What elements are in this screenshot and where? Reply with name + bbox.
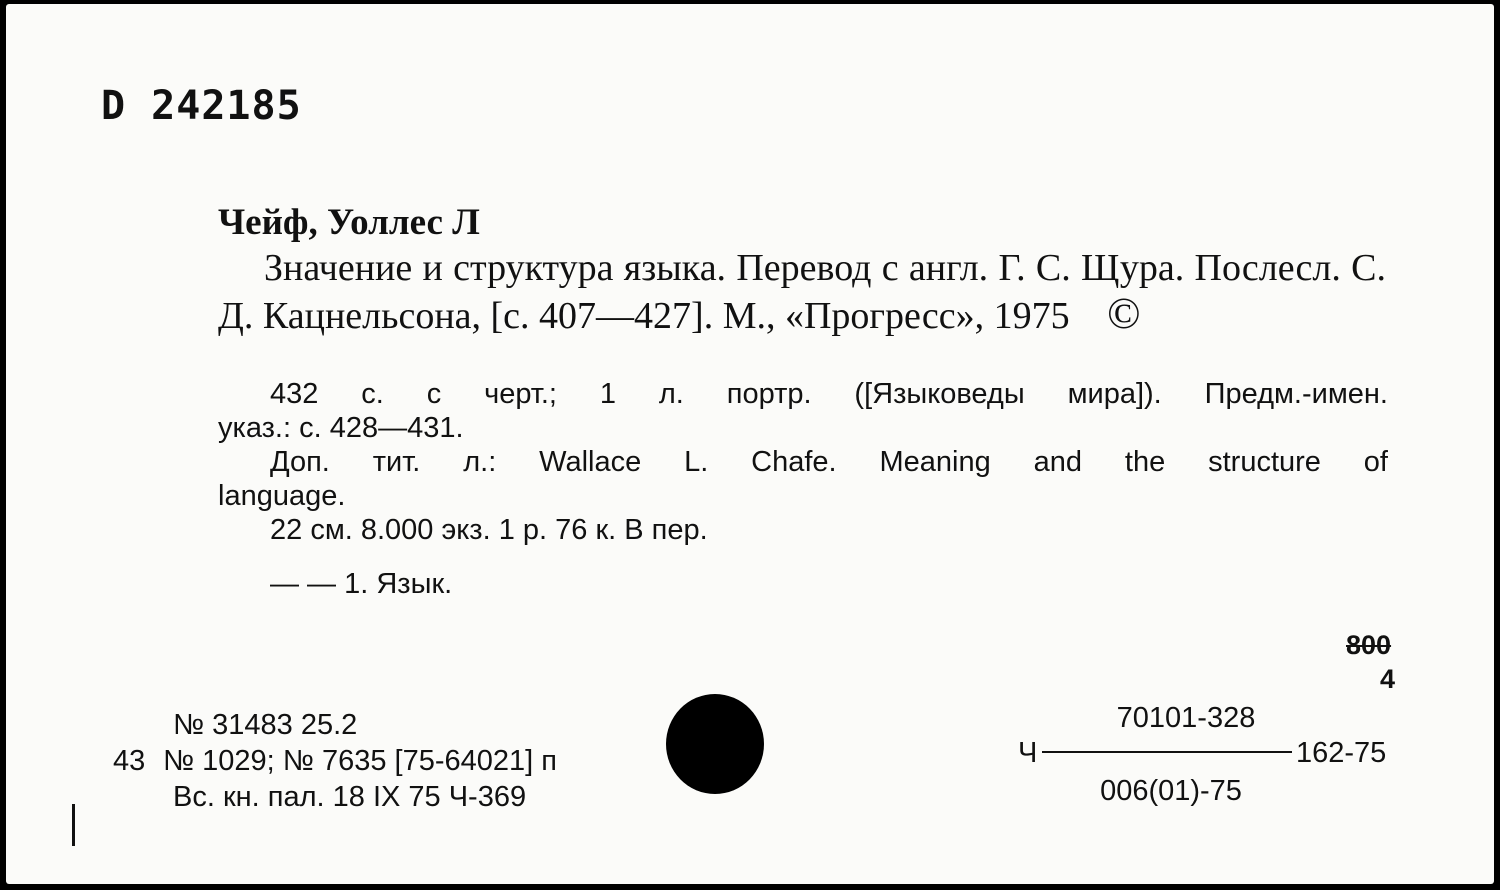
record-block xyxy=(101,707,557,815)
catalog-card xyxy=(6,4,1494,884)
copyright-icon: © xyxy=(1107,289,1141,338)
added-title-line-1: Доп. тит. л.: Wallace L. Chafe. Meaning and the structure of xyxy=(270,446,1388,478)
classification-struck: 800 xyxy=(1346,630,1392,660)
classification-number: 4 xyxy=(1380,664,1396,694)
bbk-bottom: 006(01)-75 xyxy=(1100,775,1242,807)
title-text: Значение и структура языка. Перевод с англ. Г. С. Щура. Послесл. С. Д. Кацнельсона, [с. 407—427]. М., «Прогресс», 1975 xyxy=(218,247,1386,337)
subject-tracing: — — 1. Язык. xyxy=(270,568,453,600)
bbk-fraction-rule xyxy=(1042,751,1292,753)
description-block xyxy=(218,377,1388,601)
bbk-top: 70101-328 xyxy=(1116,702,1256,734)
title-statement xyxy=(218,246,1386,339)
record-prefix: 43 xyxy=(113,745,146,777)
author-heading: Чейф, Уоллес Л xyxy=(218,202,480,243)
punched-hole xyxy=(666,694,764,794)
call-number: D 242185 xyxy=(101,83,302,129)
size-price-line: 22 см. 8.000 экз. 1 р. 76 к. В пер. xyxy=(270,514,708,546)
bbk-right: 162-75 xyxy=(1296,737,1387,769)
record-line-2: № 1029; № 7635 [75-64021] п xyxy=(163,745,557,777)
record-line-3: Вс. кн. пал. 18 IX 75 Ч-369 xyxy=(173,781,527,813)
added-title-line-2: language. xyxy=(218,480,346,512)
collation-line-1: 432 с. с черт.; 1 л. портр. ([Языковеды мира]). Предм.-имен. xyxy=(270,378,1388,410)
record-line-1: № 31483 25.2 xyxy=(173,709,358,741)
bbk-letter: Ч xyxy=(1018,737,1038,769)
margin-mark xyxy=(72,804,75,846)
collation-line-2: указ.: с. 428—431. xyxy=(218,412,464,444)
